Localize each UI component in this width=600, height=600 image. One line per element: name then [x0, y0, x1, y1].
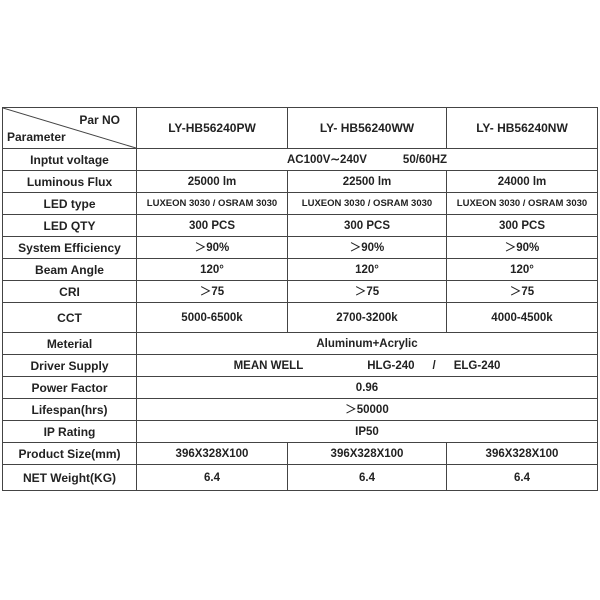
row-label: NET Weight(KG)	[3, 465, 137, 491]
row-cri	[3, 281, 598, 303]
row-label: Inptut voltage	[3, 149, 137, 171]
row-label: Lifespan(hrs)	[3, 399, 137, 421]
row-beam-angle	[3, 259, 598, 281]
value-cell: 22500 lm	[288, 171, 447, 193]
material-value: Aluminum+Acrylic	[137, 333, 598, 355]
row-system-efficiency	[3, 237, 598, 259]
value-cell: 2700-3200k	[288, 303, 447, 333]
row-label: LED type	[3, 193, 137, 215]
row-label: Product Size(mm)	[3, 443, 137, 465]
row-led-type	[3, 193, 598, 215]
value-cell: 300 PCS	[447, 215, 598, 237]
spec-table	[2, 107, 598, 491]
driver-model-b: ELG-240	[453, 359, 501, 372]
value-cell: 120°	[447, 259, 598, 281]
row-material	[3, 333, 598, 355]
input-voltage-value	[137, 149, 598, 171]
frequency: 50/60HZ	[402, 153, 448, 166]
value-cell: 6.4	[288, 465, 447, 491]
value-cell: 5000-6500k	[137, 303, 288, 333]
row-product-size	[3, 443, 598, 465]
row-input-voltage	[3, 149, 598, 171]
row-lifespan	[3, 399, 598, 421]
value-cell: 6.4	[447, 465, 598, 491]
value-cell: 4000-4500k	[447, 303, 598, 333]
value-cell: 6.4	[137, 465, 288, 491]
row-label: System Efficiency	[3, 237, 137, 259]
model-header-nw: LY- HB56240NW	[447, 108, 598, 149]
driver-model-a: HLG-240	[367, 359, 415, 372]
row-label: Power Factor	[3, 377, 137, 399]
value-cell: 300 PCS	[288, 215, 447, 237]
value-cell: ＞75	[137, 281, 288, 303]
row-net-weight	[3, 465, 598, 491]
value-cell: 120°	[288, 259, 447, 281]
header-row	[3, 108, 598, 149]
model-header-pw: LY-HB56240PW	[137, 108, 288, 149]
lifespan-value: ＞50000	[137, 399, 598, 421]
row-led-qty	[3, 215, 598, 237]
value-cell: ＞75	[288, 281, 447, 303]
driver-supply-value	[137, 355, 598, 377]
value-cell: 120°	[137, 259, 288, 281]
row-label: CRI	[3, 281, 137, 303]
row-label: CCT	[3, 303, 137, 333]
driver-brand: MEAN WELL	[233, 359, 304, 372]
value-cell: 396X328X100	[288, 443, 447, 465]
driver-separator: /	[432, 359, 436, 372]
value-cell: ＞90%	[137, 237, 288, 259]
row-cct	[3, 303, 598, 333]
value-cell: LUXEON 3030 / OSRAM 3030	[137, 193, 288, 215]
corner-header-cell	[3, 108, 137, 149]
value-cell: ＞75	[447, 281, 598, 303]
row-label: IP Rating	[3, 421, 137, 443]
value-cell: 24000 lm	[447, 171, 598, 193]
row-label: Beam Angle	[3, 259, 137, 281]
value-cell: ＞90%	[447, 237, 598, 259]
row-label: Driver Supply	[3, 355, 137, 377]
row-driver-supply	[3, 355, 598, 377]
value-cell: 396X328X100	[137, 443, 288, 465]
row-label: Meterial	[3, 333, 137, 355]
ip-rating-value: IP50	[137, 421, 598, 443]
row-power-factor	[3, 377, 598, 399]
value-cell: LUXEON 3030 / OSRAM 3030	[288, 193, 447, 215]
row-ip-rating	[3, 421, 598, 443]
power-factor-value: 0.96	[137, 377, 598, 399]
corner-top-label: Par NO	[79, 113, 120, 127]
value-cell: 25000 lm	[137, 171, 288, 193]
row-label: LED QTY	[3, 215, 137, 237]
model-header-ww: LY- HB56240WW	[288, 108, 447, 149]
voltage-range: AC100V∼240V	[286, 153, 367, 166]
row-luminous-flux	[3, 171, 598, 193]
value-cell: 396X328X100	[447, 443, 598, 465]
corner-bottom-label: Parameter	[7, 130, 66, 144]
value-cell: LUXEON 3030 / OSRAM 3030	[447, 193, 598, 215]
row-label: Luminous Flux	[3, 171, 137, 193]
value-cell: ＞90%	[288, 237, 447, 259]
value-cell: 300 PCS	[137, 215, 288, 237]
